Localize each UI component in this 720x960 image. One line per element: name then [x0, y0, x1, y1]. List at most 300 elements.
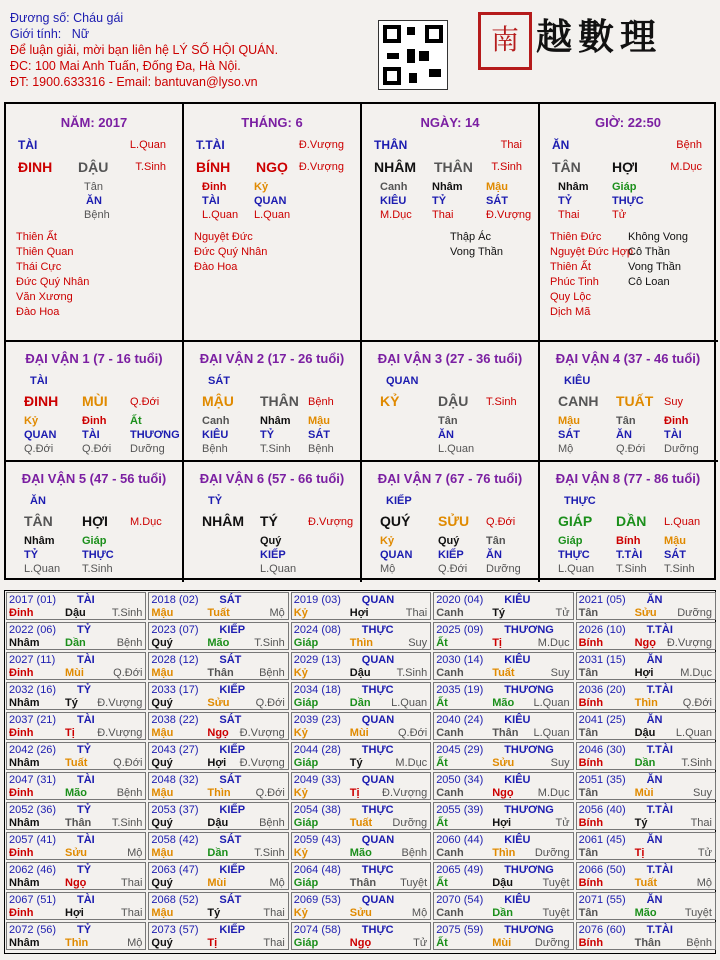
seal-stamp: 南 — [478, 12, 532, 70]
year-label: 2075 (59) — [436, 924, 484, 936]
year-rel: Đ.Vượng — [97, 697, 143, 709]
heavenly-stem: NHÂM — [202, 513, 244, 529]
year-stem: Đinh — [9, 787, 34, 799]
year-branch: Tuất — [207, 607, 230, 619]
year-stem: Nhâm — [9, 937, 40, 949]
year-branch: Mùi — [207, 877, 227, 889]
year-label: 2041 (25) — [578, 714, 626, 726]
year-rel: T.Sinh — [254, 637, 285, 649]
hidden-stem: Bính — [616, 535, 641, 547]
year-label: 2065 (49) — [436, 864, 484, 876]
annual-luck-table — [4, 590, 716, 954]
year-label: 2072 (56) — [9, 924, 57, 936]
pillar-title: THÁNG: 6 — [241, 115, 303, 130]
year-cell — [148, 682, 288, 710]
qr-code-icon[interactable] — [378, 20, 448, 90]
year-cell — [576, 592, 716, 620]
year-stem: Giáp — [293, 937, 319, 949]
year-label: 2074 (58) — [293, 924, 341, 936]
year-rel: Mộ — [127, 847, 143, 859]
year-cell — [6, 832, 146, 860]
year-star: SÁT — [219, 894, 242, 906]
year-rel: Bệnh — [259, 667, 285, 679]
dai-van-title: ĐẠI VẬN 2 (17 - 26 tuổi) — [199, 351, 345, 366]
hidden-rel: L.Quan — [254, 209, 291, 221]
year-cell — [6, 772, 146, 800]
pillar-cell — [6, 104, 184, 342]
year-label: 2067 (51) — [9, 894, 57, 906]
year-branch: Sửu — [492, 757, 515, 769]
hidden-rel: Dưỡng — [486, 563, 521, 575]
year-rel: L.Quan — [533, 697, 570, 709]
year-star: SÁT — [219, 714, 242, 726]
year-branch: Dậu — [207, 817, 229, 829]
dai-van-cell — [6, 462, 184, 582]
year-cell — [576, 862, 716, 890]
year-branch: Sửu — [349, 907, 372, 919]
year-cell — [291, 742, 431, 770]
year-label: 2051 (35) — [578, 774, 626, 786]
dai-van-title: ĐẠI VẬN 3 (27 - 36 tuổi) — [377, 351, 523, 366]
pillar-cell — [540, 104, 718, 342]
shensha-star: Quy Lộc — [550, 291, 591, 303]
year-star: TÀI — [77, 654, 95, 666]
year-label: 2023 (07) — [151, 624, 199, 636]
hidden-star: TỶ — [558, 195, 573, 207]
hidden-stem: Mậu — [558, 415, 580, 427]
year-rel: Tuyệt — [542, 877, 570, 889]
hidden-star: KIẾP — [260, 549, 286, 561]
year-star: QUAN — [361, 834, 395, 846]
year-stem: Tân — [578, 907, 599, 919]
year-label: 2040 (24) — [436, 714, 484, 726]
year-label: 2070 (54) — [436, 894, 484, 906]
year-label: 2076 (60) — [578, 924, 626, 936]
dai-van-title: ĐẠI VẬN 4 (37 - 46 tuổi) — [555, 351, 701, 366]
year-star: SÁT — [219, 774, 242, 786]
year-label: 2047 (31) — [9, 774, 57, 786]
year-label: 2059 (43) — [293, 834, 341, 846]
year-branch: Dần — [492, 907, 513, 919]
year-label: 2037 (21) — [9, 714, 57, 726]
year-cell — [148, 832, 288, 860]
hidden-rel: Mộ — [380, 563, 396, 575]
year-label: 2035 (19) — [436, 684, 484, 696]
pillar-star: TÀI — [18, 138, 38, 152]
year-stem: Giáp — [293, 637, 319, 649]
year-label: 2034 (18) — [293, 684, 341, 696]
year-label: 2069 (53) — [293, 894, 341, 906]
year-cell — [291, 892, 431, 920]
year-stem: Canh — [436, 727, 464, 739]
year-label: 2060 (44) — [436, 834, 484, 846]
year-cell — [6, 682, 146, 710]
year-branch: Mùi — [634, 787, 654, 799]
hidden-star: TỶ — [432, 195, 447, 207]
year-rel: Suy — [408, 637, 428, 649]
year-stem: Giáp — [293, 697, 319, 709]
hidden-rel: T.Sinh — [260, 443, 291, 455]
shensha-star: Đức Quý Nhân — [194, 246, 268, 258]
year-cell — [291, 652, 431, 680]
year-branch: Thìn — [349, 637, 374, 649]
year-stem: Ất — [436, 757, 448, 769]
year-label: 2020 (04) — [436, 594, 484, 606]
shensha-star: Đào Hoa — [194, 261, 238, 273]
year-stem: Nhâm — [9, 757, 40, 769]
hidden-stem: Đinh — [664, 415, 689, 427]
dai-van-title: ĐẠI VẬN 7 (67 - 76 tuổi) — [377, 471, 523, 486]
earthly-branch: SỬU — [438, 513, 470, 529]
hidden-rel: Bệnh — [202, 443, 228, 455]
year-rel: Mộ — [269, 877, 285, 889]
shensha-star: Thập Ác — [450, 231, 491, 243]
year-cell — [6, 622, 146, 650]
dai-van-cell — [184, 462, 362, 582]
hidden-stem: Giáp — [612, 181, 637, 193]
shensha-star: Đào Hoa — [16, 306, 60, 318]
year-label: 2046 (30) — [578, 744, 626, 756]
year-stem: Ất — [436, 937, 448, 949]
year-rel: Bệnh — [259, 817, 285, 829]
year-cell — [576, 772, 716, 800]
year-star: THỰC — [361, 924, 394, 936]
hidden-stem: Kỷ — [380, 535, 395, 547]
year-star: SÁT — [219, 594, 242, 606]
hidden-star: THỰC — [82, 549, 114, 561]
year-star: THƯƠNG — [504, 624, 554, 636]
heavenly-stem: QUÝ — [380, 513, 411, 529]
year-cell — [291, 622, 431, 650]
year-rel: Suy — [693, 787, 712, 799]
hidden-stem: Nhâm — [260, 415, 291, 427]
pillar-star-rel: Bệnh — [676, 139, 702, 151]
year-branch: Mùi — [492, 937, 512, 949]
year-stem: Kỷ — [293, 787, 308, 799]
pillar-star: ĂN — [552, 138, 570, 152]
year-stem: Canh — [436, 787, 464, 799]
year-cell — [6, 862, 146, 890]
year-stem: Nhâm — [9, 817, 40, 829]
year-stem: Bính — [578, 637, 604, 649]
year-star: TÀI — [77, 894, 95, 906]
year-branch: Tuất — [492, 667, 515, 679]
year-stem: Mậu — [151, 847, 174, 859]
hidden-stem: Mậu — [486, 181, 508, 193]
pillar-cell — [184, 104, 362, 342]
heavenly-stem: ĐINH — [24, 393, 59, 409]
shensha-star: Thiên Ất — [550, 261, 591, 273]
year-branch: Hợi — [349, 607, 369, 619]
address-line: ĐC: 100 Mai Anh Tuấn, Đống Đa, Hà Nội. — [10, 59, 241, 73]
year-rel: Dưỡng — [392, 817, 428, 829]
year-branch: Dần — [634, 757, 656, 769]
year-rel: Tử — [555, 607, 570, 619]
shensha-star: Thái Cực — [16, 261, 62, 273]
year-label: 2039 (23) — [293, 714, 341, 726]
year-rel: Tử — [555, 817, 570, 829]
year-star: KIẾP — [219, 864, 246, 876]
pillar-star-rel: Thai — [500, 139, 522, 151]
year-label: 2073 (57) — [151, 924, 199, 936]
pillar-star: THÂN — [374, 138, 408, 152]
year-branch: Tý — [634, 817, 648, 829]
year-cell — [433, 652, 573, 680]
year-cell — [433, 682, 573, 710]
hidden-star: TỶ — [260, 429, 275, 441]
year-cell — [576, 832, 716, 860]
year-stem: Quý — [151, 877, 173, 889]
year-rel: Dưỡng — [534, 937, 570, 949]
year-rel: T.Sinh — [111, 607, 143, 619]
hidden-stem: Canh — [202, 415, 230, 427]
earthly-branch: HỢI — [612, 159, 638, 175]
year-rel: Bệnh — [116, 637, 143, 649]
hidden-rel: Q.Đới — [616, 443, 646, 455]
year-cell — [291, 862, 431, 890]
year-branch: Dậu — [634, 727, 656, 739]
shensha-star: Thiên Đức — [550, 231, 602, 243]
year-branch: Tị — [349, 787, 360, 799]
hidden-stem: Nhâm — [558, 181, 589, 193]
year-cell — [433, 712, 573, 740]
year-rel: Đ.Vượng — [382, 787, 428, 799]
dai-van-star: ĂN — [30, 495, 46, 507]
heavenly-stem: CANH — [558, 393, 599, 409]
year-branch: Mão — [207, 637, 230, 649]
year-rel: T.Sinh — [396, 667, 428, 679]
year-stem: Bính — [578, 817, 604, 829]
year-branch: Tị — [634, 847, 645, 859]
hidden-rel: Dưỡng — [130, 443, 165, 455]
hidden-stem: Nhâm — [24, 535, 55, 547]
earthly-branch: THÂN — [434, 159, 473, 175]
year-stem: Đinh — [9, 907, 34, 919]
year-label: 2045 (29) — [436, 744, 484, 756]
shensha-star: Vong Thần — [628, 261, 682, 273]
year-rel: T.Sinh — [111, 817, 143, 829]
year-cell — [6, 742, 146, 770]
year-rel: M.Dục — [537, 787, 570, 799]
hidden-stem: Kỷ — [254, 181, 269, 193]
gender-value: Nữ — [71, 27, 90, 41]
hidden-rel: T.Sinh — [82, 563, 113, 575]
dai-van-star: QUAN — [386, 375, 419, 387]
hidden-stem: Giáp — [82, 535, 107, 547]
pillar-title: GIỜ: 22:50 — [594, 115, 661, 130]
year-branch: Tuất — [65, 757, 88, 769]
year-star: KIÊU — [504, 894, 531, 906]
year-branch: Hợi — [65, 907, 84, 919]
heavenly-stem: KỶ — [380, 393, 400, 409]
year-star: THỰC — [361, 684, 394, 696]
year-cell — [576, 742, 716, 770]
year-cell — [291, 832, 431, 860]
year-stem: Kỷ — [293, 907, 308, 919]
year-rel: Đ.Vượng — [239, 727, 285, 739]
phone-email-line[interactable]: ĐT: 1900.633316 - Email: bantuvan@lyso.vn — [10, 75, 258, 89]
year-rel: L.Quan — [533, 727, 570, 739]
hidden-star: SÁT — [486, 195, 508, 207]
year-branch: Ngọ — [349, 937, 372, 949]
year-stem: Nhâm — [9, 637, 40, 649]
branch-label: Q.Đới — [486, 516, 516, 528]
year-label: 2032 (16) — [9, 684, 57, 696]
hidden-star: TÀI — [82, 429, 100, 441]
year-label: 2052 (36) — [9, 804, 57, 816]
year-stem: Mậu — [151, 907, 174, 919]
year-rel: M.Dục — [395, 757, 428, 769]
year-branch: Tý — [349, 757, 363, 769]
year-rel: Mộ — [127, 937, 143, 949]
year-rel: Suy — [550, 757, 570, 769]
year-star: TỶ — [77, 744, 92, 756]
hidden-rel: L.Quan — [202, 209, 239, 221]
year-rel: Thai — [405, 607, 428, 619]
shensha-star: Nguyệt Đức — [194, 231, 253, 243]
year-branch: Thân — [65, 817, 92, 829]
hidden-star: TÀI — [664, 429, 682, 441]
year-rel: L.Quan — [675, 727, 712, 739]
owner-label: Đương số: — [10, 11, 70, 25]
year-branch: Dần — [349, 697, 371, 709]
year-branch: Ngọ — [207, 727, 229, 739]
year-label: 2033 (17) — [151, 684, 199, 696]
dai-van-cell — [362, 462, 540, 582]
year-rel: Thai — [263, 937, 285, 949]
year-rel: L.Quan — [391, 697, 428, 709]
year-rel: Thai — [120, 907, 143, 919]
year-rel: Đ.Vượng — [239, 757, 285, 769]
shensha-star: Vong Thần — [450, 246, 504, 258]
year-branch: Ngọ — [65, 877, 87, 889]
year-cell — [6, 802, 146, 830]
hidden-stem: Tân — [84, 181, 103, 193]
branch-label: M.Dục — [670, 161, 702, 173]
hidden-rel: Mộ — [558, 443, 574, 455]
year-stem: Canh — [436, 907, 464, 919]
shensha-star: Không Vong — [628, 231, 688, 243]
hidden-star: ĂN — [86, 195, 102, 207]
year-branch: Tuất — [349, 817, 373, 829]
shensha-star: Đức Quý Nhân — [16, 276, 90, 288]
hidden-rel: Thai — [558, 209, 580, 221]
year-cell — [6, 712, 146, 740]
heavenly-stem: TÂN — [552, 159, 581, 175]
year-star: KIÊU — [504, 834, 531, 846]
year-star: THƯƠNG — [504, 804, 554, 816]
year-label: 2017 (01) — [9, 594, 57, 606]
year-rel: Q.Đới — [113, 667, 143, 679]
hidden-stem: Giáp — [558, 535, 583, 547]
year-rel: Tuyệt — [542, 907, 570, 919]
year-stem: Đinh — [9, 667, 34, 679]
shensha-star: Văn Xương — [16, 291, 73, 303]
year-star: ĂN — [646, 654, 663, 666]
hidden-rel: M.Dục — [380, 209, 412, 221]
year-stem: Đinh — [9, 847, 34, 859]
year-branch: Mão — [634, 907, 657, 919]
year-star: ĂN — [646, 594, 663, 606]
year-star: ĂN — [646, 894, 663, 906]
year-branch: Mão — [349, 847, 372, 859]
year-stem: Canh — [436, 847, 464, 859]
hidden-stem: Canh — [380, 181, 408, 193]
year-label: 2053 (37) — [151, 804, 199, 816]
year-stem: Ất — [436, 877, 448, 889]
year-rel: M.Dục — [680, 667, 712, 679]
year-branch: Thìn — [634, 697, 658, 709]
year-label: 2056 (40) — [578, 804, 626, 816]
year-branch: Mùi — [65, 667, 84, 679]
year-rel: Mộ — [411, 907, 428, 919]
year-stem: Quý — [151, 937, 173, 949]
hidden-star: SÁT — [308, 429, 330, 441]
hidden-star: KIÊU — [202, 429, 229, 441]
hidden-stem: Quý — [260, 535, 282, 547]
dai-van-star: KIẾP — [386, 495, 412, 507]
earthly-branch: DẬU — [438, 393, 469, 409]
contact-line: Để luận giải, mời bạn liên hệ LÝ SỐ HỘI QUÁN. — [10, 43, 279, 57]
year-star: KIÊU — [504, 594, 531, 606]
year-rel: T.Sinh — [254, 847, 285, 859]
dai-van-title: ĐẠI VẬN 1 (7 - 16 tuổi) — [25, 351, 163, 366]
year-rel: Mộ — [269, 607, 285, 619]
year-branch: Ngọ — [634, 637, 656, 649]
earthly-branch: NGỌ — [256, 159, 288, 175]
year-branch: Mùi — [349, 727, 369, 739]
year-branch: Tị — [492, 637, 502, 649]
year-cell — [148, 802, 288, 830]
year-star: T.TÀI — [646, 684, 673, 696]
year-stem: Đinh — [9, 727, 34, 739]
year-cell — [433, 772, 573, 800]
dai-van-star: SÁT — [208, 375, 230, 387]
year-label: 2038 (22) — [151, 714, 199, 726]
branch-label: Q.Đới — [130, 396, 160, 408]
year-cell — [433, 592, 573, 620]
year-rel: Tuyệt — [400, 877, 428, 889]
year-rel: Bệnh — [401, 847, 428, 859]
dai-van-star: TỶ — [208, 495, 223, 507]
hidden-star: T.TÀI — [616, 549, 643, 561]
earthly-branch: DẬU — [78, 159, 109, 175]
branch-label: L.Quan — [664, 516, 701, 528]
earthly-branch: HỢI — [82, 513, 108, 529]
year-cell — [6, 652, 146, 680]
dai-van-cell — [184, 342, 362, 462]
heavenly-stem: MẬU — [202, 393, 234, 409]
year-star: T.TÀI — [646, 864, 673, 876]
year-stem: Giáp — [293, 817, 319, 829]
branch-label: M.Dục — [130, 516, 162, 528]
year-cell — [148, 742, 288, 770]
year-rel: Dưỡng — [534, 847, 570, 859]
year-cell — [291, 772, 431, 800]
year-star: T.TÀI — [646, 624, 673, 636]
year-branch: Thân — [634, 937, 661, 949]
year-star: T.TÀI — [646, 804, 673, 816]
branch-label: Đ.Vượng — [298, 161, 344, 173]
dai-van-cell — [540, 342, 718, 462]
year-star: TÀI — [77, 774, 95, 786]
year-stem: Mậu — [151, 607, 174, 619]
year-branch: Mão — [65, 787, 87, 799]
year-branch: Ngọ — [492, 787, 514, 799]
hidden-stem: Quý — [438, 535, 460, 547]
year-cell — [148, 592, 288, 620]
year-star: ĂN — [646, 774, 663, 786]
